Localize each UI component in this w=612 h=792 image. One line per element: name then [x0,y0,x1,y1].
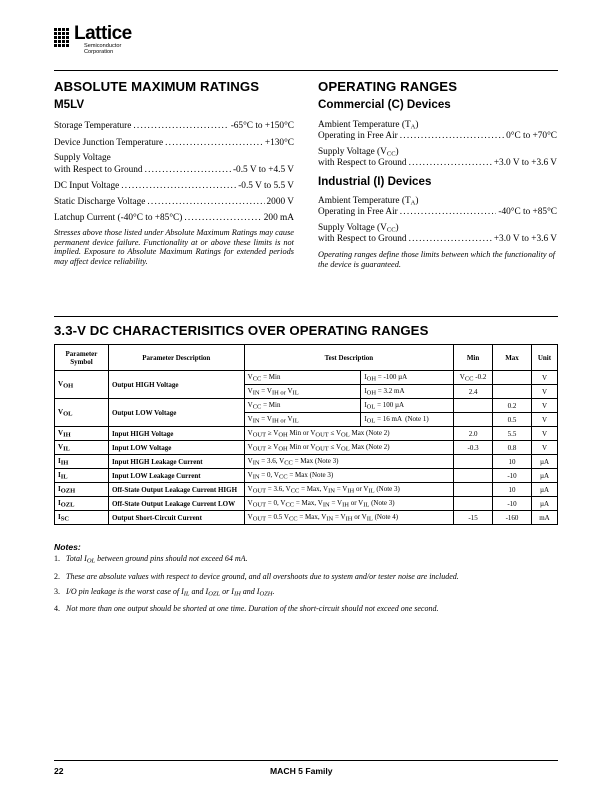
cell: V [531,427,557,441]
cell: µA [531,455,557,469]
storage-temp-row: Storage Temperature ..... -65°C to +150°C [54,121,294,132]
commercial-heading: Commercial (C) Devices [318,98,451,111]
desc-iozl: Off-State Output Leakage Current LOW [108,497,244,511]
commercial-ground-row: with Respect to Ground ..... +3.0 V to +3.6 V [318,158,557,169]
note-1: 1. Total $I_{OL}$ between ground pins should not exceed 64 mA. [54,554,248,565]
cell: VIN = 0, VCC = Max (Note 3) [244,469,453,483]
cell: 0.5 [493,413,532,427]
table-row [55,497,558,511]
cell: VIN = VIH or VIL [244,385,361,399]
industrial-heading: Industrial (I) Devices [318,175,432,188]
table-row [55,371,558,385]
header-unit: Unit [531,345,557,371]
note-2: 2. These are absolute values with respect to device ground, and all overshoots due to system and/or tester noise are included. [54,571,459,581]
cell: IOL = 16 mA (Note 1) [361,413,454,427]
table-row [55,483,558,497]
desc-iih: Input HIGH Leakage Current [108,455,244,469]
desc-isc: Output Short-Circuit Current [108,511,244,525]
industrial-free-air-row: Operating in Free Air ..... -40°C to +85°C [318,207,557,218]
lattice-grid-icon [54,28,74,48]
cell [493,371,532,385]
cell: VIN = 3.6, VCC = Max (Note 3) [244,455,453,469]
dc-characteristics-table [54,344,558,525]
table-row [55,441,558,455]
notes-list [54,551,558,616]
cell: VOUT ≥ VOH Min or VOUT ≤ VOL Max (Note 2) [244,427,453,441]
commercial-temp-label: Ambient Temperature $(T_A)$ [318,120,419,131]
table-row [55,469,558,483]
cell [493,385,532,399]
dc-section-rule [54,316,558,317]
symbol-vih: VIH [55,427,109,441]
desc-vil: Input LOW Voltage [108,441,244,455]
abs-max-heading: ABSOLUTE MAXIMUM RATINGS [54,79,260,94]
symbol-iozh: IOZH [55,483,109,497]
cell: V [531,399,557,413]
supply-voltage-row: with Respect to Ground ..... -0.5 V to +4.5 V [54,165,294,176]
table-header-row [55,345,558,371]
cell: VIN = VIH or VIL [244,413,361,427]
cell: VCC = Min [244,371,361,385]
m5lv-subheading: M5LV [54,98,85,111]
header-description: Parameter Description [108,345,244,371]
cell: 5.5 [493,427,532,441]
page-number: 22 [54,766,64,776]
cell [454,399,493,413]
cell: IOH = 3.2 mA [361,385,454,399]
cell [454,469,493,483]
operating-ranges-heading: OPERATING RANGES [318,79,458,94]
cell: 0.8 [493,441,532,455]
table-row [55,427,558,441]
industrial-supply-label: Supply Voltage $(V_{CC})$ [318,223,399,234]
cell: 0.2 [493,399,532,413]
cell: 2.4 [454,385,493,399]
cell [454,413,493,427]
cell: mA [531,511,557,525]
cell [454,483,493,497]
cell: VCC -0.2 [454,371,493,385]
symbol-voh: VOH [55,371,109,399]
cell: VCC = Min [244,399,361,413]
logo-subtitle: Semiconductor Corporation [84,43,122,55]
note-4: 4. Not more than one output should be shorted at one time. Duration of the short-circuit should not exceed one second. [54,604,439,613]
logo-wordmark: Lattice [74,23,132,44]
cell: -0.3 [454,441,493,455]
cell [454,497,493,511]
stress-note: Stresses above those listed under Absolute Maximum Ratings may cause permanent device failure. Functionality at or above these limits is not implied. Exposure to Absolute Maximum Ratings for extended periods may affect device reliability. [54,228,294,266]
footer-rule [54,760,558,761]
cell [454,455,493,469]
desc-vol: Output LOW Voltage [108,399,244,427]
cell: VOUT = 3.6, VCC = Max, VIN = VIH or VIL (Note 3) [244,483,453,497]
cell: VOUT = 0.5 VCC = Max, VIN = VIH or VIL (Note 4) [244,511,453,525]
document-family: MACH 5 Family [270,766,333,776]
cell: -10 [493,469,532,483]
desc-voh: Output HIGH Voltage [108,371,244,399]
cell: 2.0 [454,427,493,441]
cell: µA [531,483,557,497]
notes-title: Notes: [54,542,81,552]
desc-iozh: Off-State Output Leakage Current HIGH [108,483,244,497]
top-rule [54,70,558,71]
cell: -160 [493,511,532,525]
range-note: Operating ranges define those limits between which the functionality of the device is guaranteed. [318,250,556,269]
table-row [55,511,558,525]
dc-input-row: DC Input Voltage ..... -0.5 V to 5.5 V [54,181,294,192]
cell: V [531,413,557,427]
symbol-iih: IIH [55,455,109,469]
commercial-supply-label: Supply Voltage $(V_{CC})$ [318,147,399,158]
commercial-free-air-row: Operating in Free Air ..... 0°C to +70°C [318,131,557,142]
symbol-iil: IIL [55,469,109,483]
static-discharge-row: Static Discharge Voltage ..... 2000 V [54,197,294,208]
cell: VOUT = 0, VCC = Max, VIN = VIH or VIL (Note 3) [244,497,453,511]
header-min: Min [454,345,493,371]
supply-voltage-label: Supply Voltage [54,153,111,163]
symbol-iozl: IOZL [55,497,109,511]
cell: V [531,441,557,455]
cell: µA [531,497,557,511]
note-3: 3. I/O pin leakage is the worst case of $I_{IL}$ and $I_{OZL}$ or $I_{IH}$ and $I_{OZH}$. [54,586,275,597]
table-row [55,399,558,413]
symbol-vol: VOL [55,399,109,427]
desc-vih: Input HIGH Voltage [108,427,244,441]
cell: 10 [493,483,532,497]
header-symbol: Parameter Symbol [55,345,109,371]
cell: V [531,371,557,385]
industrial-ground-row: with Respect to Ground ..... +3.0 V to +3.6 V [318,234,557,245]
industrial-temp-label: Ambient Temperature $(T_A)$ [318,196,419,207]
cell: IOL = 100 µA [361,399,454,413]
cell: -10 [493,497,532,511]
cell: 10 [493,455,532,469]
cell: -15 [454,511,493,525]
header-max: Max [493,345,532,371]
symbol-vil: VIL [55,441,109,455]
header-test: Test Description [244,345,453,371]
table-row [55,455,558,469]
junction-temp-row: Device Junction Temperature ..... +130°C [54,138,294,149]
cell: µA [531,469,557,483]
latchup-row: Latchup Current (-40°C to +85°C) ..... 200 mA [54,213,294,224]
cell: IOH = -100 µA [361,371,454,385]
dc-heading: 3.3-V DC CHARACTERISITICS OVER OPERATING RANGES [54,323,429,338]
symbol-isc: ISC [55,511,109,525]
cell: V [531,385,557,399]
cell: VOUT ≥ VOH Min or VOUT ≤ VOL Max (Note 2) [244,441,453,455]
desc-iil: Input LOW Leakage Current [108,469,244,483]
lattice-logo [54,23,154,60]
